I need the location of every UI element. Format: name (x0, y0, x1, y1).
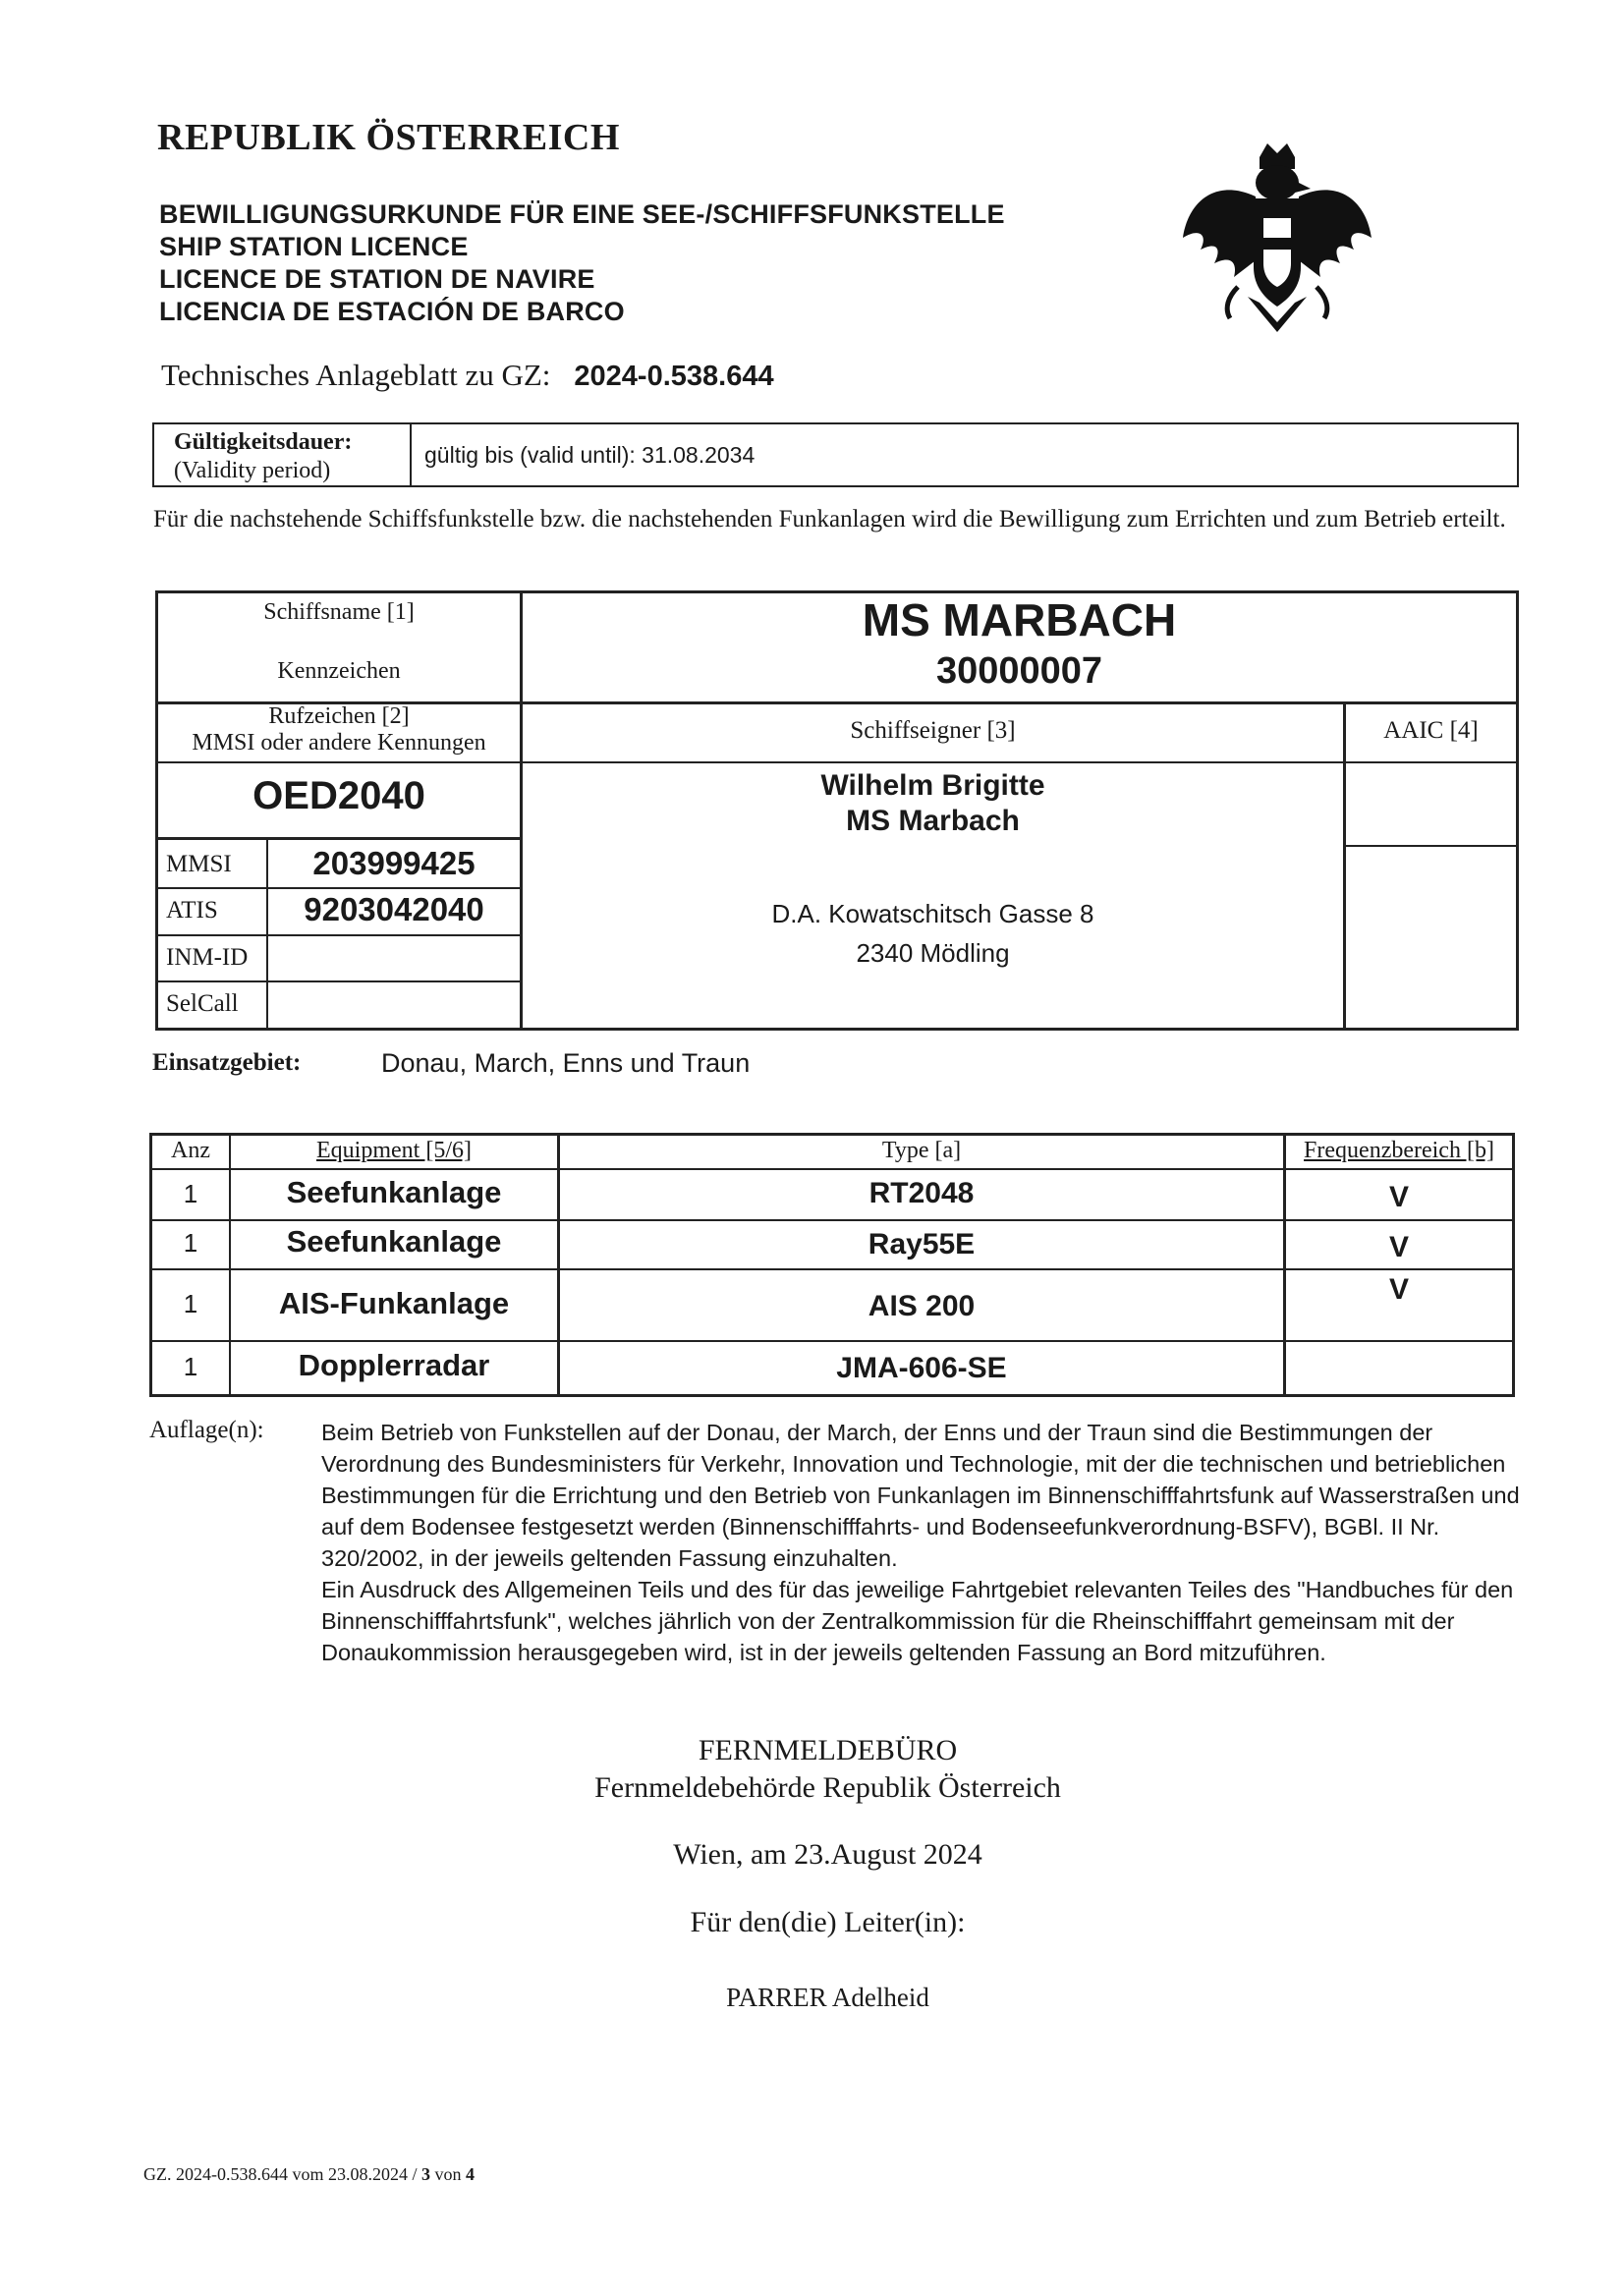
footer-page: 3 (421, 2164, 430, 2184)
row-1-type: RT2048 (868, 1177, 975, 1209)
row-3-equipment: AIS-Funkanlage (278, 1286, 510, 1320)
owner-line-1: Wilhelm Brigitte (820, 769, 1045, 802)
signature-place-date: Wien, am 23.August 2024 (673, 1838, 982, 1871)
austrian-eagle-icon (1179, 140, 1375, 336)
id-value-atis: 9203042040 (304, 891, 484, 927)
label-schiffsname: Schiffsname [1] (263, 599, 415, 625)
row-4-anz: 1 (183, 1352, 198, 1381)
owner-line-2: MS Marbach (846, 805, 1020, 837)
signature-name: PARRER Adelheid (726, 1983, 929, 2012)
signature-for-head: Für den(die) Leiter(in): (690, 1906, 966, 1938)
row-2-type: Ray55E (868, 1228, 976, 1260)
label-rufzeichen-line: Rufzeichen [2] (268, 703, 410, 729)
header-frequency: Frequenzbereich [b] (1304, 1138, 1494, 1163)
id-label-selcall: SelCall (166, 990, 239, 1017)
footer-of: von (434, 2164, 462, 2184)
validity-box (152, 422, 1519, 487)
validity-label-de: Gültigkeitsdauer: (174, 429, 353, 455)
header-equipment: Equipment [5/6] (316, 1138, 472, 1163)
validity-divider (410, 424, 412, 487)
gz-value: 2024-0.538.644 (574, 361, 774, 392)
id-value-mmsi: 203999425 (312, 845, 476, 881)
row-1-freq: V (1388, 1181, 1409, 1213)
subtitle-fr: LICENCE DE STATION DE NAVIRE (159, 264, 595, 294)
auflagen-label: Auflage(n): (149, 1417, 264, 1443)
auflagen-line: 320/2002, in der jeweils geltenden Fassung einzuhalten. (321, 1545, 898, 1571)
signature-office: FERNMELDEBÜRO (698, 1734, 958, 1766)
subtitle-es: LICENCIA DE ESTACIÓN DE BARCO (159, 297, 625, 326)
ship-table (155, 590, 1519, 1031)
row-1-anz: 1 (183, 1179, 198, 1208)
header-type: Type [a] (881, 1138, 962, 1163)
label-owner: Schiffseigner [3] (850, 717, 1016, 744)
gz-line (161, 358, 774, 393)
einsatz-value: Donau, March, Enns und Traun (381, 1048, 751, 1078)
gz-label: Technisches Anlageblatt zu GZ: (161, 358, 551, 392)
einsatz-label: Einsatzgebiet: (152, 1049, 302, 1076)
row-4-type: JMA-606-SE (836, 1352, 1007, 1384)
row-3-freq: V (1388, 1273, 1409, 1306)
address-line-2: 2340 Mödling (856, 938, 1010, 968)
auflagen-line: Bestimmungen für die Errichtung und den Betrieb von Funkanlagen im Binnenschifffahrtsfunk auf Wasserstraßen und (321, 1483, 1520, 1508)
auflagen-line: Beim Betrieb von Funkstellen auf der Donau, der March, der Enns und der Traun sind die Bestimmungen der (321, 1420, 1433, 1445)
row-3-type: AIS 200 (868, 1290, 976, 1322)
auflagen-line: Donaukommission herausgegeben wird, ist in der jeweils geltenden Fassung an Bord mitzuführen. (321, 1640, 1326, 1665)
validity-label (162, 428, 420, 485)
auflagen-line: Ein Ausdruck des Allgemeinen Teils und des für das jeweilige Fahrtgebiet relevanten Teiles des "Handbuches für den (321, 1577, 1514, 1602)
label-kennzeichen: Kennzeichen (277, 658, 401, 684)
subtitle-de: BEWILLIGUNGSURKUNDE FÜR EINE SEE-/SCHIFFSFUNKSTELLE (159, 199, 1005, 229)
row-2-freq: V (1388, 1231, 1409, 1263)
validity-value: gültig bis (valid until): 31.08.2034 (424, 442, 756, 468)
footer-total: 4 (466, 2164, 475, 2184)
callsign: OED2040 (252, 774, 425, 817)
header-anz: Anz (171, 1138, 210, 1163)
auflagen-line: Verordnung des Bundesministers für Verkehr, Innovation und Technologie, mit der die technischen und betrieblichen (321, 1451, 1506, 1477)
signature-authority: Fernmeldebehörde Republik Österreich (594, 1771, 1061, 1804)
auflagen-line: auf dem Bodensee festgesetzt werden (Binnenschifffahrts- und Bodenseefunkverordnung-BSFV), BGBl. II Nr. (321, 1514, 1440, 1540)
intro-text: Für die nachstehende Schiffsfunkstelle bzw. die nachstehenden Funkanlagen wird die Bewilligung zum Errichten und zum Betrieb erteilt. (153, 506, 1506, 532)
validity-label-en: (Validity period) (174, 458, 331, 483)
row-2-equipment: Seefunkanlage (286, 1224, 502, 1259)
auflagen-text (321, 1417, 1530, 1668)
id-label-mmsi: MMSI (166, 851, 232, 877)
row-2-anz: 1 (183, 1228, 198, 1258)
ship-kennzeichen: 30000007 (935, 650, 1103, 692)
ship-name: MS MARBACH (862, 594, 1177, 645)
footer-reference (143, 2164, 475, 2185)
row-3-anz: 1 (183, 1289, 198, 1318)
owner-name (523, 768, 1343, 839)
id-label-inm: INM-ID (166, 944, 249, 971)
row-4-equipment: Dopplerradar (298, 1348, 490, 1382)
id-label-atis: ATIS (166, 897, 218, 924)
label-aaic: AAIC [4] (1383, 717, 1479, 744)
equipment-table (149, 1133, 1515, 1397)
address-line-1: D.A. Kowatschitsch Gasse 8 (771, 899, 1094, 928)
owner-address (523, 894, 1343, 973)
country-title: REPUBLIK ÖSTERREICH (157, 117, 620, 158)
row-1-equipment: Seefunkanlage (286, 1175, 502, 1209)
label-mmsi-other: MMSI oder andere Kennungen (192, 730, 486, 756)
label-rufzeichen (158, 703, 520, 756)
auflagen-line: Binnenschifffahrtsfunk", welches jährlich von der Zentralkommission für die Rheinschifffahrt gemeinsam mit der (321, 1608, 1455, 1634)
footer-ref: GZ. 2024-0.538.644 vom 23.08.2024 / (143, 2164, 418, 2184)
subtitle-en: SHIP STATION LICENCE (159, 232, 469, 261)
